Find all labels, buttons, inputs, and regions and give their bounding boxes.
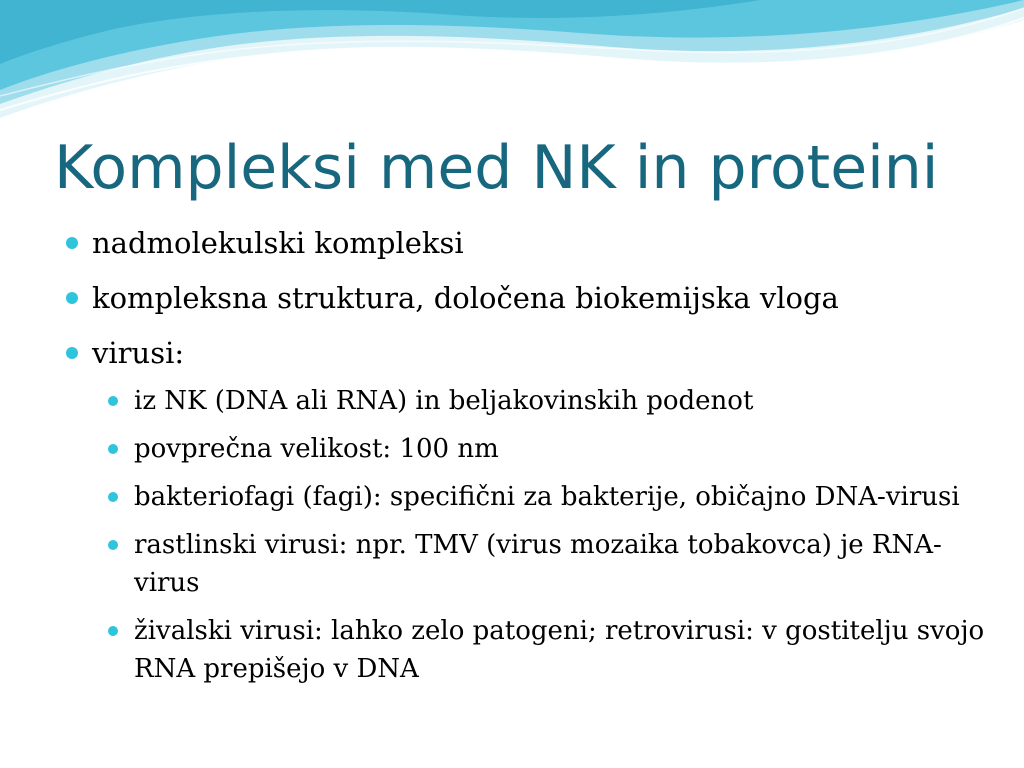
bullet-text: kompleksna struktura, določena biokemijska vloga — [92, 281, 839, 315]
header-wave-decoration — [0, 0, 1024, 130]
sub-bullet-dot-icon — [108, 540, 118, 550]
sub-bullet-text: rastlinski virusi: npr. TMV (virus mozaika tobakovca) je RNA-virus — [134, 530, 942, 598]
sub-bullet-item — [104, 430, 992, 468]
bullet-text: virusi: — [92, 336, 185, 370]
sub-bullet-item — [104, 478, 992, 516]
bullet-dot-icon — [66, 347, 78, 359]
sub-bullet-dot-icon — [108, 492, 118, 502]
sub-bullet-item — [104, 612, 992, 688]
bullet-item — [62, 224, 992, 262]
sub-bullet-text: povprečna velikost: 100 nm — [134, 434, 499, 464]
sub-bullet-text: bakteriofagi (fagi): specifični za bakterije, običajno DNA-virusi — [134, 482, 960, 512]
sub-bullet-text: iz NK (DNA ali RNA) in beljakovinskih podenot — [134, 386, 754, 416]
sub-bullet-dot-icon — [108, 626, 118, 636]
bullet-text: nadmolekulski kompleksi — [92, 226, 464, 260]
bullet-list — [62, 224, 992, 698]
bullet-item — [62, 279, 992, 317]
sub-bullet-item — [104, 526, 992, 602]
bullet-item — [62, 334, 992, 372]
sub-bullet-item — [104, 382, 992, 420]
slide-title: Kompleksi med NK in proteini — [54, 133, 939, 203]
sub-bullet-text: živalski virusi: lahko zelo patogeni; retrovirusi: v gostitelju svojo RNA prepišejo v DNA — [134, 616, 985, 684]
sub-bullet-dot-icon — [108, 444, 118, 454]
bullet-dot-icon — [66, 292, 78, 304]
bullet-dot-icon — [66, 237, 78, 249]
sub-bullet-dot-icon — [108, 396, 118, 406]
